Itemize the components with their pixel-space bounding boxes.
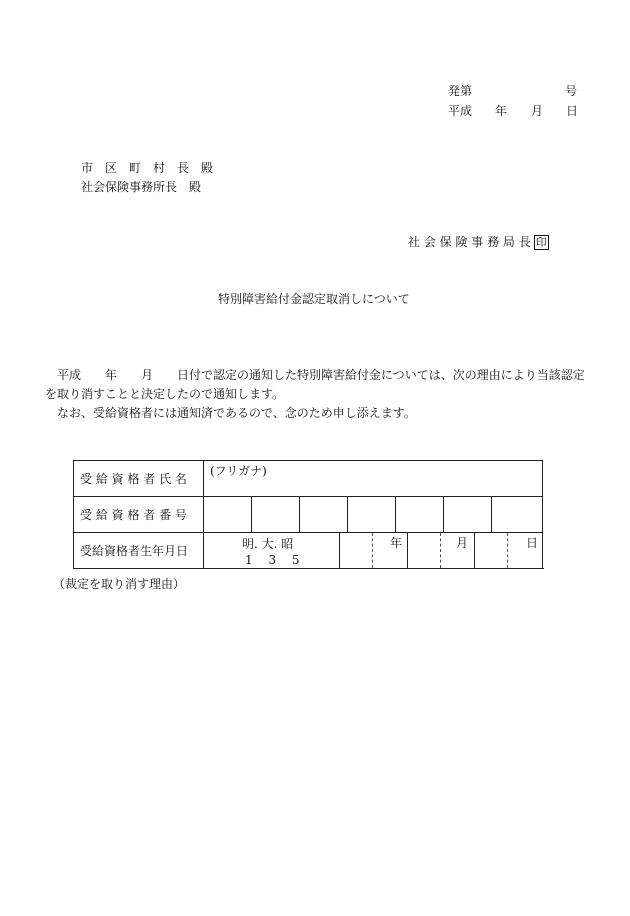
- number-digit-cell[interactable]: [492, 497, 543, 533]
- era-names: 明. 大. 昭: [242, 537, 294, 551]
- addressee-mayor: 市 区 町 村 長 殿: [81, 161, 214, 175]
- subject-title: 特別障害給付金認定取消しについて: [218, 292, 410, 306]
- day-unit: 日: [526, 536, 539, 550]
- number-digit-cell[interactable]: [348, 497, 396, 533]
- beneficiary-table: [73, 460, 543, 569]
- issue-number-suffix: 号: [565, 84, 578, 98]
- body-line-2: を取り消すことと決定したので通知します。: [45, 387, 285, 401]
- date-year: 年: [495, 104, 508, 118]
- name-label: 受 給 資 格 者 氏 名: [74, 461, 204, 497]
- number-digit-cell[interactable]: [444, 497, 492, 533]
- date-month: 月: [531, 104, 544, 118]
- date-era: 平成: [448, 104, 473, 118]
- era-codes: 1 3 5: [245, 553, 300, 567]
- birth-label: 受給資格者生年月日: [74, 533, 204, 569]
- number-digit-cell[interactable]: [252, 497, 300, 533]
- reason-label: （裁定を取り消す理由）: [53, 577, 186, 591]
- date-day: 日: [566, 104, 579, 118]
- seal-stamp: 印: [535, 236, 547, 249]
- sender-title: 社 会 保 険 事 務 局 長: [408, 235, 531, 249]
- issue-number-label: 発第: [448, 84, 473, 98]
- birth-date-cell[interactable]: [204, 533, 543, 569]
- body-line-1: 平成 年 月 日付で認定の通知した特別障害給付金については、次の理由により当該認定: [45, 368, 585, 382]
- body-line-3: なお、受給資格者には通知済であるので、念のため申し添えます。: [45, 406, 416, 420]
- month-unit: 月: [456, 536, 469, 550]
- sender: [408, 235, 549, 250]
- addressee-office: 社会保険事務所長 殿: [81, 180, 202, 194]
- number-label: 受 給 資 格 者 番 号: [74, 497, 204, 533]
- number-digit-cell[interactable]: [396, 497, 444, 533]
- number-digit-cell[interactable]: [204, 497, 252, 533]
- name-cell[interactable]: [204, 461, 543, 497]
- furigana-label: (フリガナ): [210, 464, 267, 478]
- number-digit-cell[interactable]: [300, 497, 348, 533]
- year-unit: 年: [390, 536, 403, 550]
